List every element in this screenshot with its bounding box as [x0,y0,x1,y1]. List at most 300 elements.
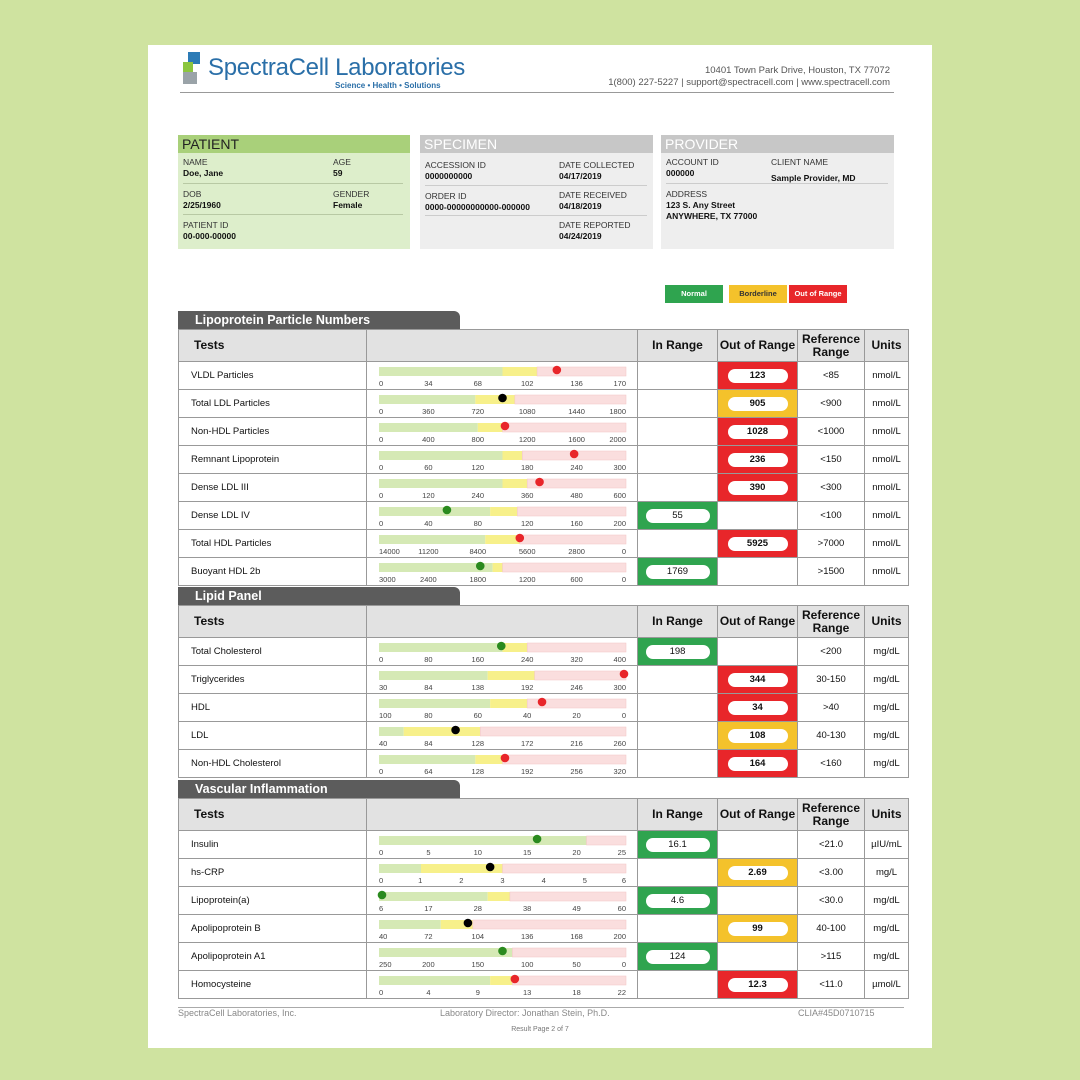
out-of-range-cell [718,418,798,446]
in-range-cell [638,750,718,778]
in-range-cell [638,666,718,694]
test-name: VLDL Particles [179,362,367,390]
tick-label: 360 [422,407,435,416]
tick-label: 40 [424,519,433,528]
out-of-range-zone [527,643,626,652]
tick-label: 60 [473,711,482,720]
patient-age-field: AGE 59 [333,157,351,178]
out-of-range-zone [517,507,626,516]
tick-label: 160 [570,519,583,528]
tick-label: 28 [473,904,482,913]
results-table [178,798,909,999]
section-tab: Lipid Panel [178,587,460,605]
tick-label: 0 [379,767,384,776]
out-of-range-zone [537,367,626,376]
units: mg/dL [865,722,909,750]
range-bar [367,390,638,417]
borderline-zone [493,563,503,572]
tick-label: 128 [471,767,485,776]
in-range-value: 4.6 [646,894,710,908]
lab-contact: 1(800) 227-5227 | support@spectracell.com | www.spectracell.com [608,77,890,88]
units: mg/dL [865,915,909,943]
table-row [179,474,909,502]
range-bar-cell [367,971,638,999]
result-marker [570,450,579,459]
borderline-zone [490,699,527,708]
table-row [179,887,909,915]
range-bar [367,859,638,886]
range-bar-cell [367,474,638,502]
test-name: Total LDL Particles [179,390,367,418]
out-of-range-cell [718,446,798,474]
tick-label: 20 [572,848,581,857]
borderline-zone [475,755,502,764]
normal-zone [379,920,441,929]
result-marker [538,698,547,707]
range-bar [367,530,638,557]
in-range-cell [638,694,718,722]
in-range-value: 16.1 [646,838,710,852]
in-range-value: 55 [646,509,710,523]
result-marker [501,754,510,763]
tick-label: 2400 [420,575,437,584]
out-of-range-value: 1028 [728,425,788,439]
contact-block [608,65,890,89]
range-bar-cell [367,446,638,474]
table-row [179,750,909,778]
out-of-range-zone [586,836,626,845]
tick-label: 18 [572,988,581,997]
reference-range: >7000 [798,530,865,558]
test-name: Total Cholesterol [179,638,367,666]
reference-range: <900 [798,390,865,418]
result-marker [378,891,387,900]
tick-label: 128 [471,739,485,748]
tick-label: 0 [621,960,626,969]
result-marker [620,670,629,679]
range-bar-cell [367,943,638,971]
tick-label: 300 [613,683,626,692]
reference-range: <160 [798,750,865,778]
normal-zone [379,507,490,516]
tick-label: 84 [424,739,433,748]
tick-label: 40 [379,932,388,941]
table-header-row [179,330,909,362]
units: nmol/L [865,502,909,530]
date-collected-field: DATE COLLECTED 04/17/2019 [559,160,635,181]
specimen-box [420,135,653,249]
reference-range: >40 [798,694,865,722]
tick-label: 2800 [568,547,585,556]
date-received-field: DATE RECEIVED 04/18/2019 [559,190,627,211]
range-bar [367,558,638,585]
normal-zone [379,892,488,901]
header-in-range: In Range [638,330,718,362]
normal-zone [379,671,488,680]
tick-label: 192 [520,767,534,776]
section-tab: Vascular Inflammation [178,780,460,798]
out-of-range-cell [718,666,798,694]
out-of-range-zone [520,535,626,544]
tick-label: 0 [379,876,384,885]
provider-title: PROVIDER [661,135,894,153]
range-bar-cell [367,362,638,390]
table-row [179,722,909,750]
tick-label: 120 [422,491,435,500]
tick-label: 0 [379,988,384,997]
tick-label: 480 [570,491,583,500]
normal-zone [379,479,503,488]
out-of-range-cell [718,694,798,722]
tick-label: 0 [379,519,384,528]
units: mg/dL [865,887,909,915]
tick-label: 172 [520,739,534,748]
in-range-cell [638,418,718,446]
result-marker [498,947,507,956]
tick-label: 13 [523,988,532,997]
range-bar [367,943,638,970]
in-range-cell [638,446,718,474]
in-range-cell [638,859,718,887]
out-of-range-zone [503,755,627,764]
normal-zone [379,367,503,376]
reference-range: <100 [798,502,865,530]
in-range-cell [638,831,718,859]
specimen-title: SPECIMEN [420,135,653,153]
table-header-row [179,799,909,831]
table-row [179,915,909,943]
out-of-range-value: 905 [728,397,788,411]
tick-label: 400 [422,435,435,444]
units: µIU/mL [865,831,909,859]
range-bar-cell [367,831,638,859]
tick-label: 1200 [518,575,536,584]
header-in-range: In Range [638,606,718,638]
reference-range: <1000 [798,418,865,446]
tick-label: 150 [471,960,485,969]
tick-label: 1600 [568,435,585,444]
units: nmol/L [865,530,909,558]
header-out-of-range: Out of Range [718,606,798,638]
tick-label: 360 [520,491,534,500]
tick-label: 120 [471,463,485,472]
accession-field: ACCESSION ID 0000000000 [425,160,486,181]
result-marker [535,478,544,487]
tick-label: 80 [473,519,482,528]
tick-label: 15 [523,848,532,857]
tick-label: 60 [617,904,626,913]
range-bar [367,666,638,693]
tick-label: 168 [570,932,583,941]
out-of-range-zone [512,976,626,985]
out-of-range-cell [718,722,798,750]
borderline-zone [485,535,520,544]
tick-label: 50 [572,960,581,969]
out-of-range-cell [718,502,798,530]
tick-label: 72 [424,932,433,941]
reference-range: 30-150 [798,666,865,694]
table-row [179,694,909,722]
out-of-range-value: 236 [728,453,788,467]
tick-label: 180 [520,463,534,472]
table-row [179,418,909,446]
test-name: Non-HDL Particles [179,418,367,446]
in-range-cell [638,502,718,530]
test-name: Lipoprotein(a) [179,887,367,915]
units: nmol/L [865,390,909,418]
patient-dob-field: DOB 2/25/1960 [183,189,221,210]
out-of-range-zone [503,864,627,873]
out-of-range-zone [515,395,626,404]
tick-label: 5600 [518,547,536,556]
test-name: HDL [179,694,367,722]
footer-director: Laboratory Director: Jonathan Stein, Ph.D. [440,1008,610,1018]
tick-label: 1 [418,876,423,885]
tick-label: 40 [523,711,532,720]
units: nmol/L [865,418,909,446]
in-range-cell [638,638,718,666]
tick-label: 80 [424,711,433,720]
reference-range: <3.00 [798,859,865,887]
tick-label: 30 [379,683,388,692]
out-of-range-cell [718,971,798,999]
tick-label: 8400 [469,547,487,556]
units: nmol/L [865,474,909,502]
tick-label: 68 [473,379,482,388]
test-name: Insulin [179,831,367,859]
tick-label: 0 [379,463,384,472]
tick-label: 0 [379,379,384,388]
result-marker [451,726,460,735]
tick-label: 320 [613,767,626,776]
normal-zone [379,836,586,845]
tick-label: 40 [379,739,388,748]
provider-box [661,135,894,249]
tick-label: 256 [570,767,583,776]
header-units: Units [865,799,909,831]
tick-label: 25 [617,848,626,857]
range-bar-cell [367,666,638,694]
in-range-cell [638,722,718,750]
tick-label: 240 [520,655,534,664]
out-of-range-value: 5925 [728,537,788,551]
table-row [179,666,909,694]
tick-label: 0 [379,435,384,444]
tick-label: 600 [570,575,583,584]
test-name: Non-HDL Cholesterol [179,750,367,778]
header-reference-range: Reference Range [798,330,865,362]
normal-zone [379,727,404,736]
header-units: Units [865,606,909,638]
table-row [179,831,909,859]
in-range-value: 1769 [646,565,710,579]
tick-label: 300 [613,463,626,472]
out-of-range-zone [510,892,626,901]
tick-label: 200 [422,960,435,969]
test-name: Total HDL Particles [179,530,367,558]
borderline-zone [488,892,510,901]
test-name: Buoyant HDL 2b [179,558,367,586]
range-bar-cell [367,694,638,722]
units: mg/dL [865,943,909,971]
out-of-range-value: 12.3 [728,978,788,992]
header-tests: Tests [179,330,367,362]
out-of-range-zone [480,727,626,736]
in-range-cell [638,474,718,502]
out-of-range-cell [718,915,798,943]
tick-label: 0 [379,655,384,664]
header-range-bar [367,606,638,638]
out-of-range-cell [718,943,798,971]
header-reference-range: Reference Range [798,606,865,638]
logo-tagline: Science • Health • Solutions [335,81,441,90]
table-row [179,362,909,390]
tick-label: 2000 [609,435,626,444]
tick-label: 136 [570,379,583,388]
normal-zone [379,643,503,652]
result-marker [476,562,485,571]
tick-label: 6 [379,904,384,913]
range-bar [367,694,638,721]
reference-range: 40-130 [798,722,865,750]
range-bar-cell [367,502,638,530]
result-marker [511,975,520,984]
page-number: Result Page 2 of 7 [511,1026,569,1033]
in-range-cell [638,558,718,586]
reference-range: <30.0 [798,887,865,915]
range-bar [367,362,638,389]
header-units: Units [865,330,909,362]
tick-label: 1440 [568,407,585,416]
range-bar-cell [367,722,638,750]
header-range-bar [367,799,638,831]
normal-zone [379,395,475,404]
result-marker [515,534,524,543]
logo-text: SpectraCell Laboratories [208,54,465,81]
tick-label: 0 [621,547,626,556]
reference-range: <11.0 [798,971,865,999]
out-of-range-zone [535,671,626,680]
out-of-range-cell [718,831,798,859]
result-marker [501,422,510,431]
normal-zone [379,535,485,544]
borderline-zone [490,507,517,516]
header-out-of-range: Out of Range [718,799,798,831]
borderline-zone [404,727,481,736]
in-range-value: 124 [646,950,710,964]
range-bar [367,474,638,501]
header-out-of-range: Out of Range [718,330,798,362]
legend-out-of-range: Out of Range [789,285,847,303]
units: mg/dL [865,666,909,694]
footer-company: SpectraCell Laboratories, Inc. [178,1008,297,1018]
normal-zone [379,451,503,460]
units: mg/dL [865,638,909,666]
out-of-range-value: 108 [728,729,788,743]
borderline-zone [490,976,512,985]
tick-label: 4 [426,988,431,997]
tick-label: 80 [424,655,433,664]
range-bar [367,722,638,749]
out-of-range-value: 164 [728,757,788,771]
result-marker [464,919,473,928]
tick-label: 49 [572,904,581,913]
range-bar [367,887,638,914]
table-row [179,859,909,887]
borderline-zone [503,643,528,652]
table-row [179,530,909,558]
patient-title: PATIENT [178,135,410,153]
test-name: Triglycerides [179,666,367,694]
out-of-range-cell [718,558,798,586]
patient-box [178,135,410,249]
out-of-range-cell [718,638,798,666]
normal-zone [379,864,421,873]
logo-mark-icon [180,50,206,86]
tick-label: 5 [426,848,431,857]
result-marker [498,394,507,403]
tick-label: 240 [570,463,583,472]
table-header-row [179,606,909,638]
legend-normal: Normal [665,285,723,303]
out-of-range-value: 390 [728,481,788,495]
tick-label: 20 [572,711,581,720]
units: mg/dL [865,750,909,778]
reference-range: 40-100 [798,915,865,943]
results-table [178,329,909,586]
range-bar-cell [367,915,638,943]
borderline-zone [503,451,523,460]
in-range-cell [638,887,718,915]
report-page [148,45,932,1048]
out-of-range-value: 34 [728,701,788,715]
result-marker [486,863,495,872]
result-marker [533,835,542,844]
tick-label: 600 [613,491,626,500]
date-reported-field: DATE REPORTED 04/24/2019 [559,220,631,241]
borderline-zone [475,395,515,404]
client-name-field: CLIENT NAME Sample Provider, MD [771,157,856,183]
tick-label: 3 [500,876,505,885]
out-of-range-cell [718,887,798,915]
range-bar-cell [367,859,638,887]
range-bar-cell [367,418,638,446]
in-range-cell [638,390,718,418]
patient-name-field: NAME Doe, Jane [183,157,224,178]
tick-label: 4 [541,876,546,885]
header-tests: Tests [179,799,367,831]
tick-label: 320 [570,655,583,664]
in-range-cell [638,943,718,971]
tick-label: 3000 [379,575,396,584]
tick-label: 0 [621,575,626,584]
table-row [179,446,909,474]
tick-label: 250 [379,960,392,969]
test-name: Apolipoprotein A1 [179,943,367,971]
patient-id-field: PATIENT ID 00-000-00000 [183,220,236,241]
normal-zone [379,976,490,985]
out-of-range-value: 2.69 [728,866,788,880]
reference-range: >1500 [798,558,865,586]
header-reference-range: Reference Range [798,799,865,831]
tick-label: 136 [520,932,534,941]
header-tests: Tests [179,606,367,638]
test-name: hs-CRP [179,859,367,887]
normal-zone [379,563,493,572]
tick-label: 64 [424,767,433,776]
tick-label: 138 [471,683,485,692]
section-tab: Lipoprotein Particle Numbers [178,311,460,329]
